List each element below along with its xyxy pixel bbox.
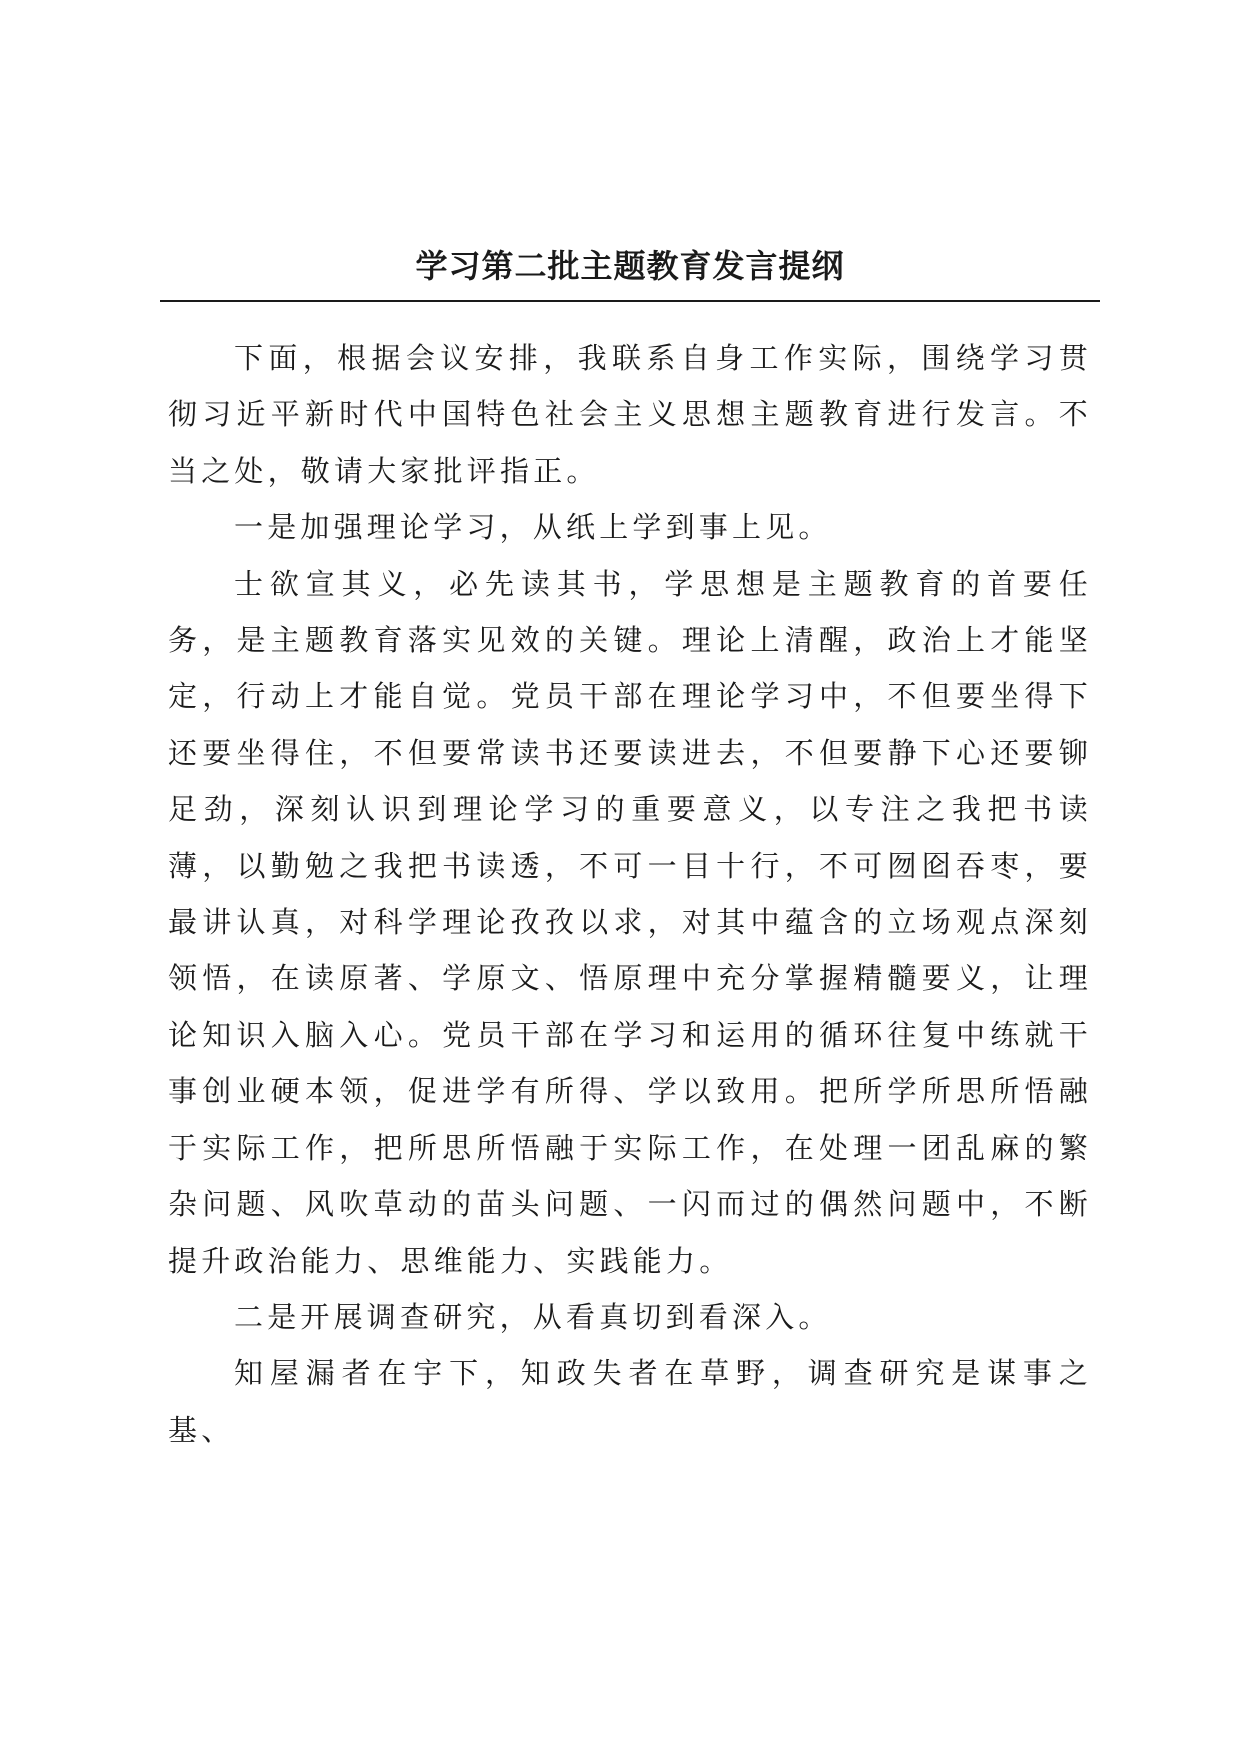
title-underline — [160, 300, 1100, 302]
paragraph-intro: 下面，根据会议安排，我联系自身工作实际，围绕学习贯彻习近平新时代中国特色社会主义思想主题教育进行发言。不当之处，敬请大家批评指正。 — [168, 341, 1092, 488]
document-title: 学习第二批主题教育发言提纲 — [415, 247, 845, 285]
section-heading-1: 一是加强理论学习，从纸上学到事上见。 — [234, 510, 832, 545]
section-heading-2: 二是开展调查研究，从看真切到看深入。 — [234, 1299, 832, 1334]
paragraph-theory-study: 士欲宣其义，必先读其书，学思想是主题教育的首要任务，是主题教育落实见效的关键。理论上清醒，政治上才能坚定，行动上才能自觉。党员干部在理论学习中，不但要坐得下还要坐得住，不但要常读书还要读进去，不但要静下心还要铆足劲，深刻认识到理论学习的重要意义，以专注之我把书读薄，以勤勉之我把书读透，不可一目十行，不可囫囵吞枣，要最讲认真，对科学理论孜孜以求，对其中蕴含的立场观点深刻领悟，在读原著、学原文、悟原理中充分掌握精髓要义，让理论知识入脑入心。党员干部在学习和运用的循环往复中练就干事创业硬本领，促进学有所得、学以致用。把所学所思所悟融于实际工作，把所思所悟融于实际工作，在处理一团乱麻的繁杂问题、风吹草动的苗头问题、一闪而过的偶然问题中，不断提升政治能力、思维能力、实践能力。 — [168, 566, 1092, 1278]
document-body — [168, 330, 1092, 1458]
paragraph-investigation: 知屋漏者在宇下，知政失者在草野，调查研究是谋事之基、 — [168, 1356, 1092, 1447]
